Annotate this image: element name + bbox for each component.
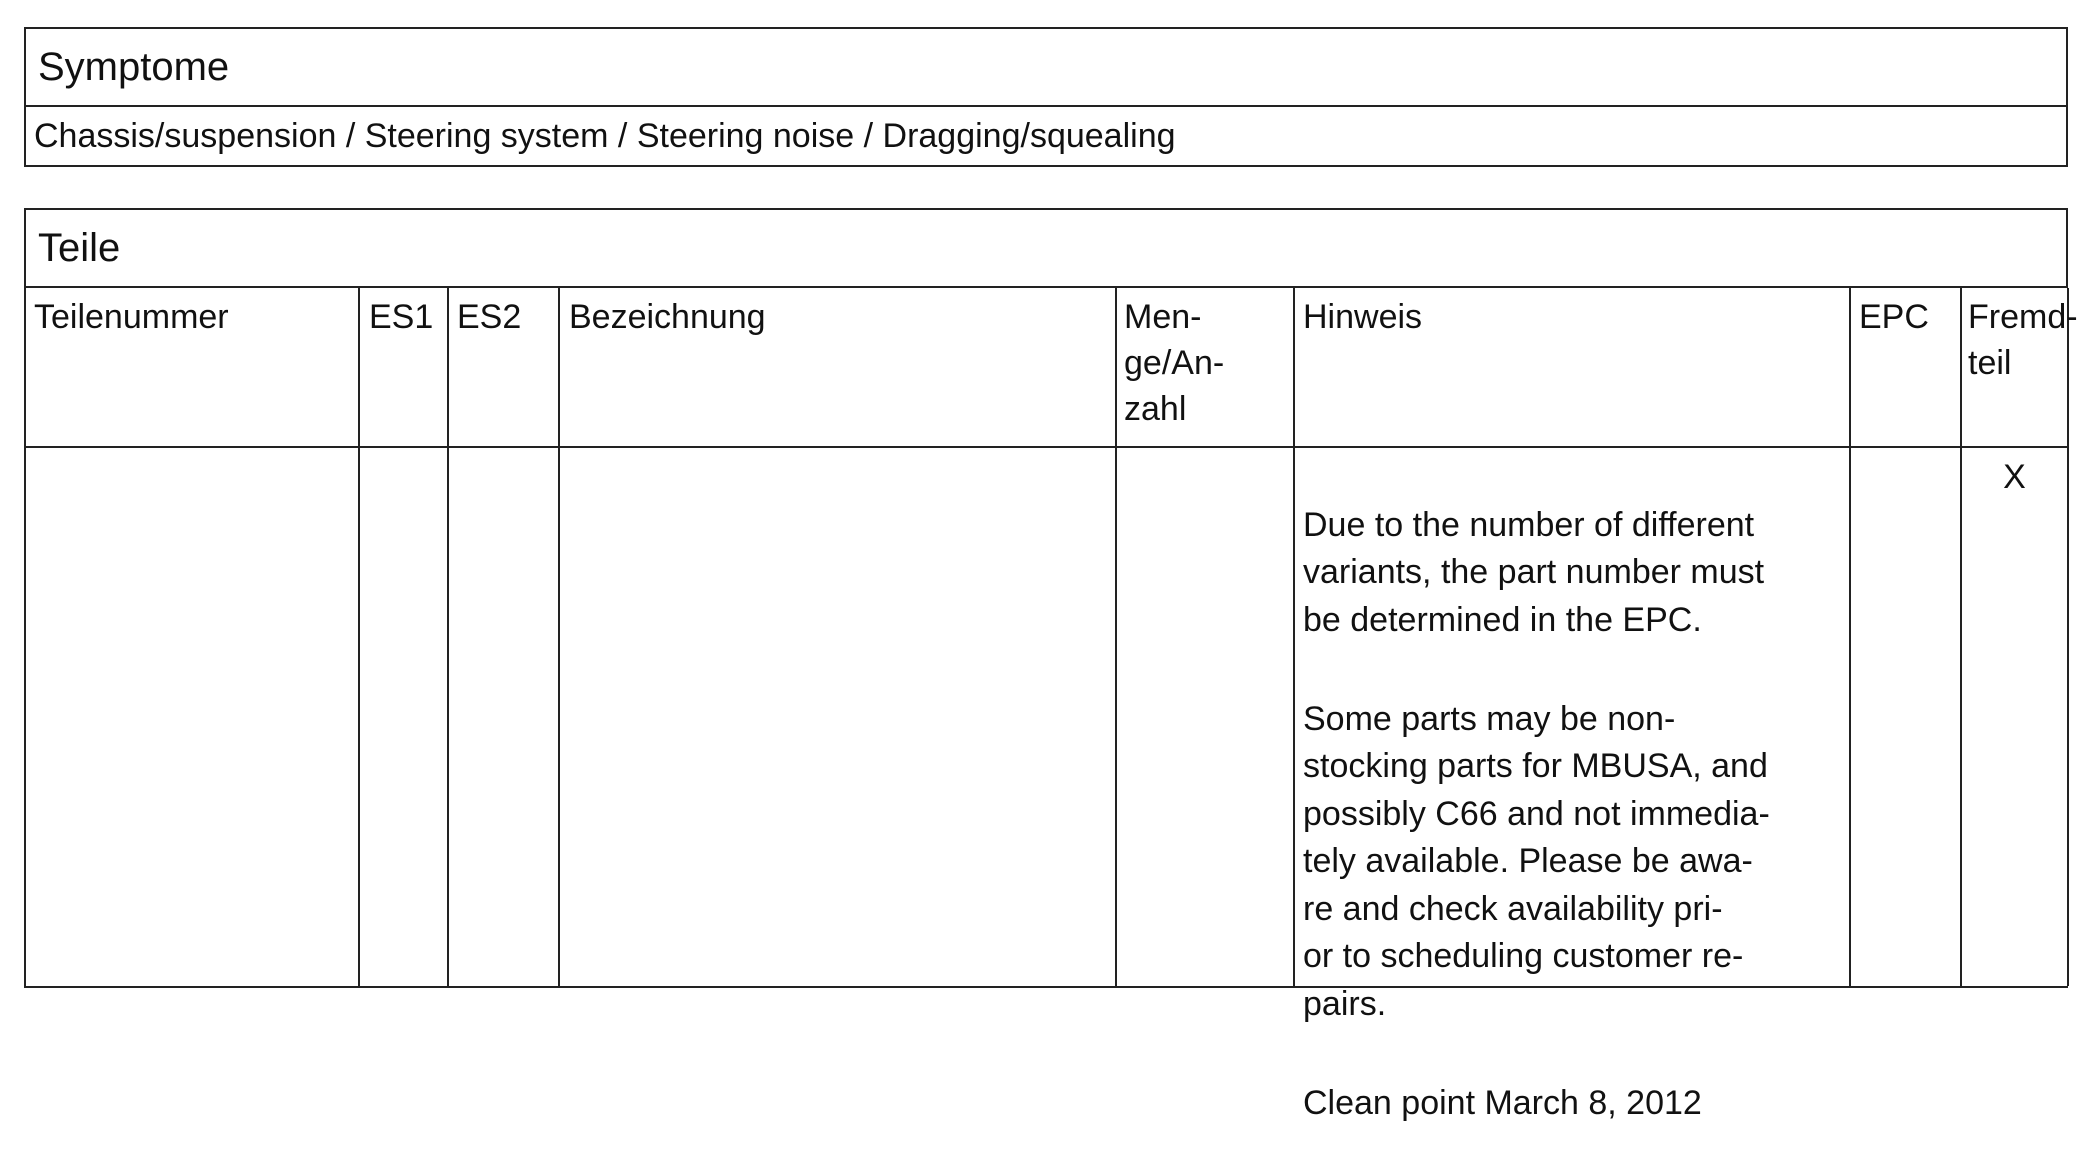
parts-title: Teile [26, 210, 2068, 288]
column-divider [1115, 288, 1117, 986]
note-paragraph: Due to the number of different variants, the part number must be determined in the EPC. [1303, 505, 1765, 639]
column-divider [1293, 288, 1295, 986]
column-header-part-number: Teilenummer [34, 298, 229, 336]
column-header-es1: ES1 [369, 298, 434, 336]
column-divider [558, 288, 560, 986]
table-right-edge [2067, 288, 2069, 986]
column-header-note: Hinweis [1303, 298, 1423, 336]
column-header-epc: EPC [1859, 298, 1929, 336]
column-header-third-party-part: Fremd- teil [1968, 298, 2078, 382]
column-divider [1849, 288, 1851, 986]
column-divider [358, 288, 360, 986]
parts-table [24, 208, 2078, 1122]
column-header-quantity: Men- ge/An- zahl [1124, 298, 1225, 428]
symptoms-title: Symptome [26, 29, 2066, 107]
third-party-part-mark: X [2003, 458, 2026, 496]
symptom-path: Chassis/suspension / Steering system / Steering noise / Dragging/squealing [34, 117, 1176, 155]
table-row-note [1303, 454, 1770, 1175]
note-paragraph: Some parts may be non- stocking parts for MBUSA, and possibly C66 and not immedia- tely available. Please be awa- re and check availability pri- or to scheduling customer re- pairs. [1303, 699, 1770, 1023]
column-divider [447, 288, 449, 986]
header-separator [26, 446, 2068, 448]
symptoms-box [24, 27, 2068, 167]
column-divider [1960, 288, 1962, 986]
column-header-es2: ES2 [457, 298, 522, 336]
note-paragraph: Clean point March 8, 2012 [1303, 1083, 1702, 1122]
column-header-designation: Bezeichnung [569, 298, 766, 336]
